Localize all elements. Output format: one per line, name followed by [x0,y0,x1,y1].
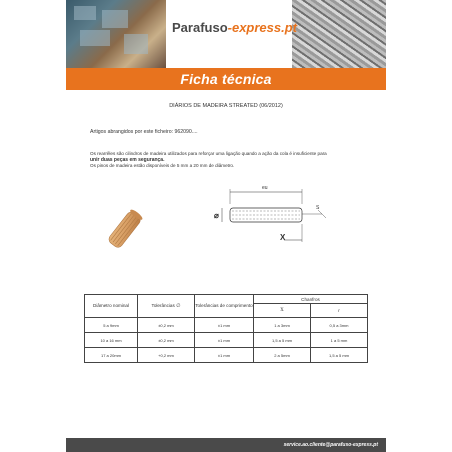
length-label: eu [262,185,268,191]
header-screws-photo [292,0,386,68]
header-length-tolerances: Tolerâncias de comprimento [195,295,254,318]
cell-length-tolerance: ±1 mm [195,318,254,333]
site-logo[interactable] [172,20,297,35]
header-tolerances-label: Tolerâncias [151,302,175,308]
cell-chamfer-x: 2 a 5mm [254,348,311,363]
cell-length-tolerance: ±1 mm [195,348,254,363]
x-label: X [280,233,286,242]
cell-chamfer-x: 1 a 3mm [254,318,311,333]
footer-email-link[interactable]: service.ao.cliente@parafuso-express.pt [283,442,378,448]
cell-diameter: 17 a 20mm [85,348,138,363]
header-chamfer-x: X [254,304,311,318]
description [90,151,360,170]
description-line-3: Os pinos de madeira estão disponíveis de 5 mm a 20 mm de diâmetro. [90,163,235,169]
chamfer-label: S [316,205,320,211]
logo-accent-text: -express.pt [227,20,298,35]
description-line-1: Os rearrêles são cilindros de madeira utilizados para reforçar uma ligação quando a ação da cola é insuficiente para [90,151,327,156]
articles-line: Artigos abrangidos por este ficheiro: 962090.... [90,129,198,135]
diameter-label: ⌀ [214,211,219,220]
cell-chamfer-r: 0,5 a 3mm [311,318,368,333]
cell-chamfer-x: 1,5 a 5 mm [254,333,311,348]
description-line-2: unir duas peças em segurança. [90,157,165,164]
header-tools-photo [66,0,166,68]
cell-chamfer-r: 1,5 a 5 mm [311,348,368,363]
title-bar [66,68,386,90]
document-title: DIÁRIOS DE MADEIRA STREATED (06/2012) [169,103,283,109]
diameter-icon: ∅ [176,302,181,309]
cell-tolerance: +0,2 mm [138,348,195,363]
dowel-technical-drawing [214,180,338,248]
header-nominal-diameter: Diâmetro nominal [85,295,138,318]
specifications-table [84,294,368,363]
table-row [85,348,368,363]
logo-main-text: Parafuso [172,20,228,35]
table-row [85,333,368,348]
banner-title: Ficha técnica [180,71,272,87]
cell-tolerance: ±0,2 mm [138,333,195,348]
footer-bar [66,438,386,452]
header-chamfer-r: r [311,304,368,318]
wooden-dowel-image [100,202,150,258]
table-row [85,318,368,333]
header-chamfers: Chanfros [254,295,368,304]
cell-chamfer-r: 1 a 5 mm [311,333,368,348]
table-header-row [85,295,368,304]
cell-length-tolerance: ±1 mm [195,333,254,348]
cell-tolerance: ±0,2 mm [138,318,195,333]
header-tolerances [138,295,195,318]
cell-diameter: 5 a 9mm [85,318,138,333]
cell-diameter: 10 a 16 mm [85,333,138,348]
